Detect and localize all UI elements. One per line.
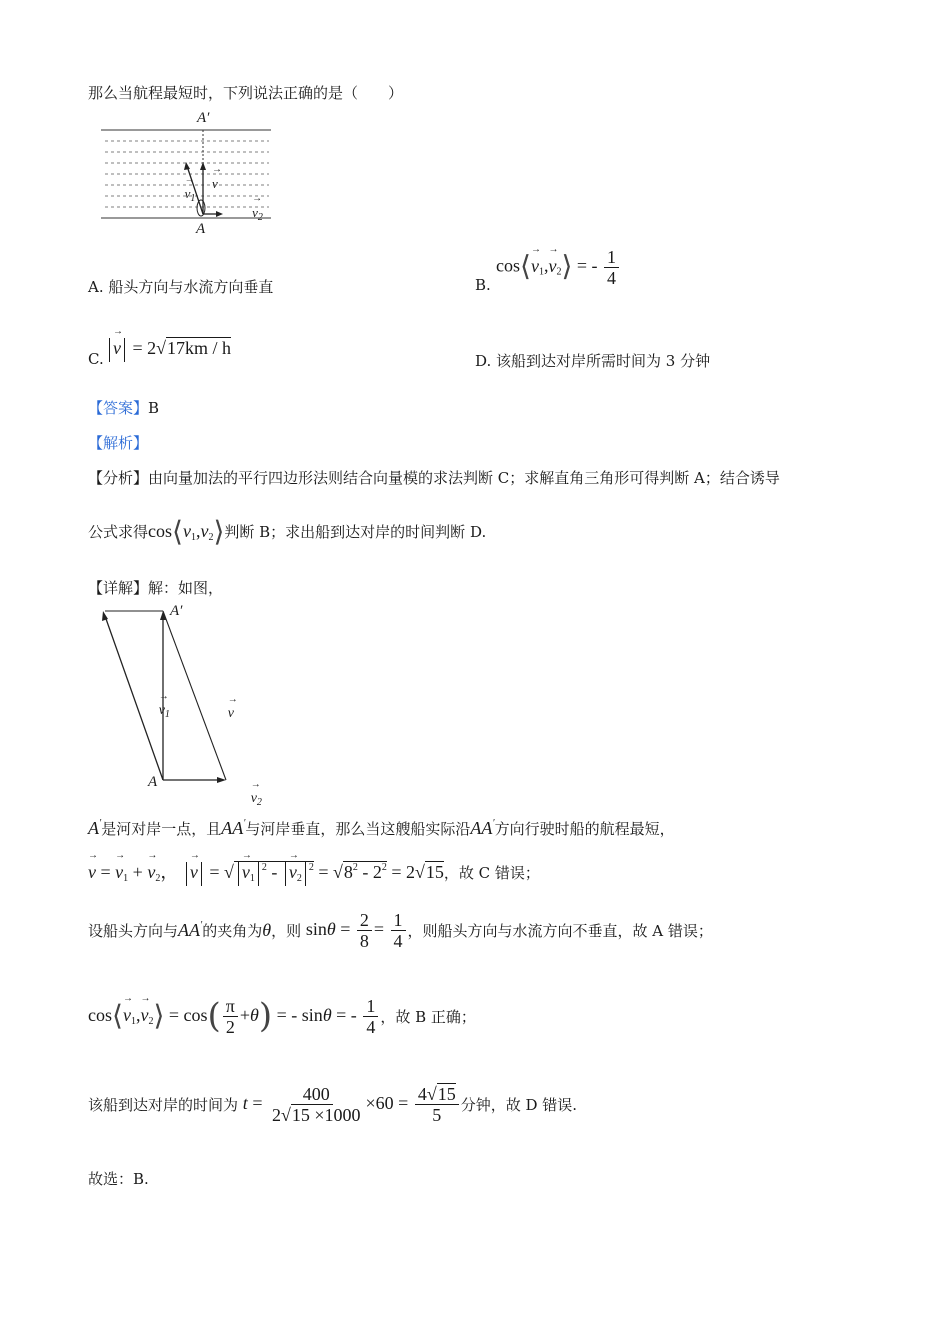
detail-line-theta: 设船头方向与AA′的夹角为θ，则 sinθ = $\frac{2}{8}$ = $\frac{1}{4}$ ，则船头方向与水流方向不垂直，故 A 错误；: [88, 910, 713, 951]
para-label-v1: → $v_1$: [159, 703, 170, 720]
river-label-v1: → $v_1$: [185, 186, 196, 204]
detail-tag: 【详解】: [88, 579, 149, 597]
para-label-v: → v: [228, 706, 234, 722]
detail-line-cos: cos⟨→ $v_1,\to$ $v_2⟩ = \cos$( $\frac{\pi}{2}$ +θ) = - sinθ = - $\frac{1}{4}$ ，故 B 正确；: [88, 996, 476, 1037]
para-label-a: A: [148, 774, 158, 790]
answer-line: [88, 397, 159, 418]
river-label-a: A: [196, 221, 206, 237]
river-label-v: → v: [212, 176, 218, 192]
para-label-a-prime: A′: [170, 603, 183, 619]
option-a: A. 船头方向与水流方向垂直: [88, 278, 274, 296]
option-b-formula: cos⟨→ $v_1,\to$ $v_2⟩$ = - $\frac{1}{4}$: [496, 247, 621, 288]
option-b-label: B.: [475, 276, 491, 294]
river-label-a-prime: A′: [197, 110, 210, 126]
option-c-label: C.: [88, 350, 104, 368]
fenxi-line1: 【分析】由向量加法的平行四边形法则结合向量模的求法判断 C；求解直角三角形可得判断 A；结合诱导: [88, 469, 780, 487]
analysis-tag: 【解析】: [88, 434, 149, 452]
detail-line: 【详解】解：如图，: [88, 579, 224, 597]
fenxi-line2: 公式求得$\cos⟨v_1,v_2⟩$判断 B；求出船到达对岸的时间判断 D.: [88, 515, 487, 548]
answer-value: B: [148, 399, 160, 417]
answer-tag: 【答案】: [88, 399, 149, 417]
conclusion: 故选：B.: [88, 1170, 149, 1188]
question-stem: 那么当航程最短时，下列说法正确的是（ ）: [88, 84, 404, 102]
option-c-formula: → v = 2√17km / h: [106, 338, 231, 362]
detail-line-aprime: A′是河对岸一点，且AA′与河岸垂直，那么当这艘船实际沿AA′方向行驶时船的航程最短，: [88, 818, 675, 838]
fenxi-tag: 【分析】: [88, 469, 149, 487]
detail-line-modulus: → v = → $v_1$ + → $v_2$， → v = √→ $v_1^2$ - → $v_2^2 = √8^2 - 2^2 = 2√15$，故 C 错误；: [88, 858, 540, 886]
detail-line-time: 该船到达对岸的时间为 t = $\frac{400}{2√15 \times 1000}$ ×60 = $\frac{4√15}{5}$ 分钟，故 D 错误.: [88, 1084, 578, 1125]
para-label-v2: → $v_2$: [251, 791, 262, 808]
option-d: D. 该船到达对岸所需时间为 3 分钟: [475, 352, 711, 370]
river-label-v2: → $v_2$: [252, 205, 263, 223]
